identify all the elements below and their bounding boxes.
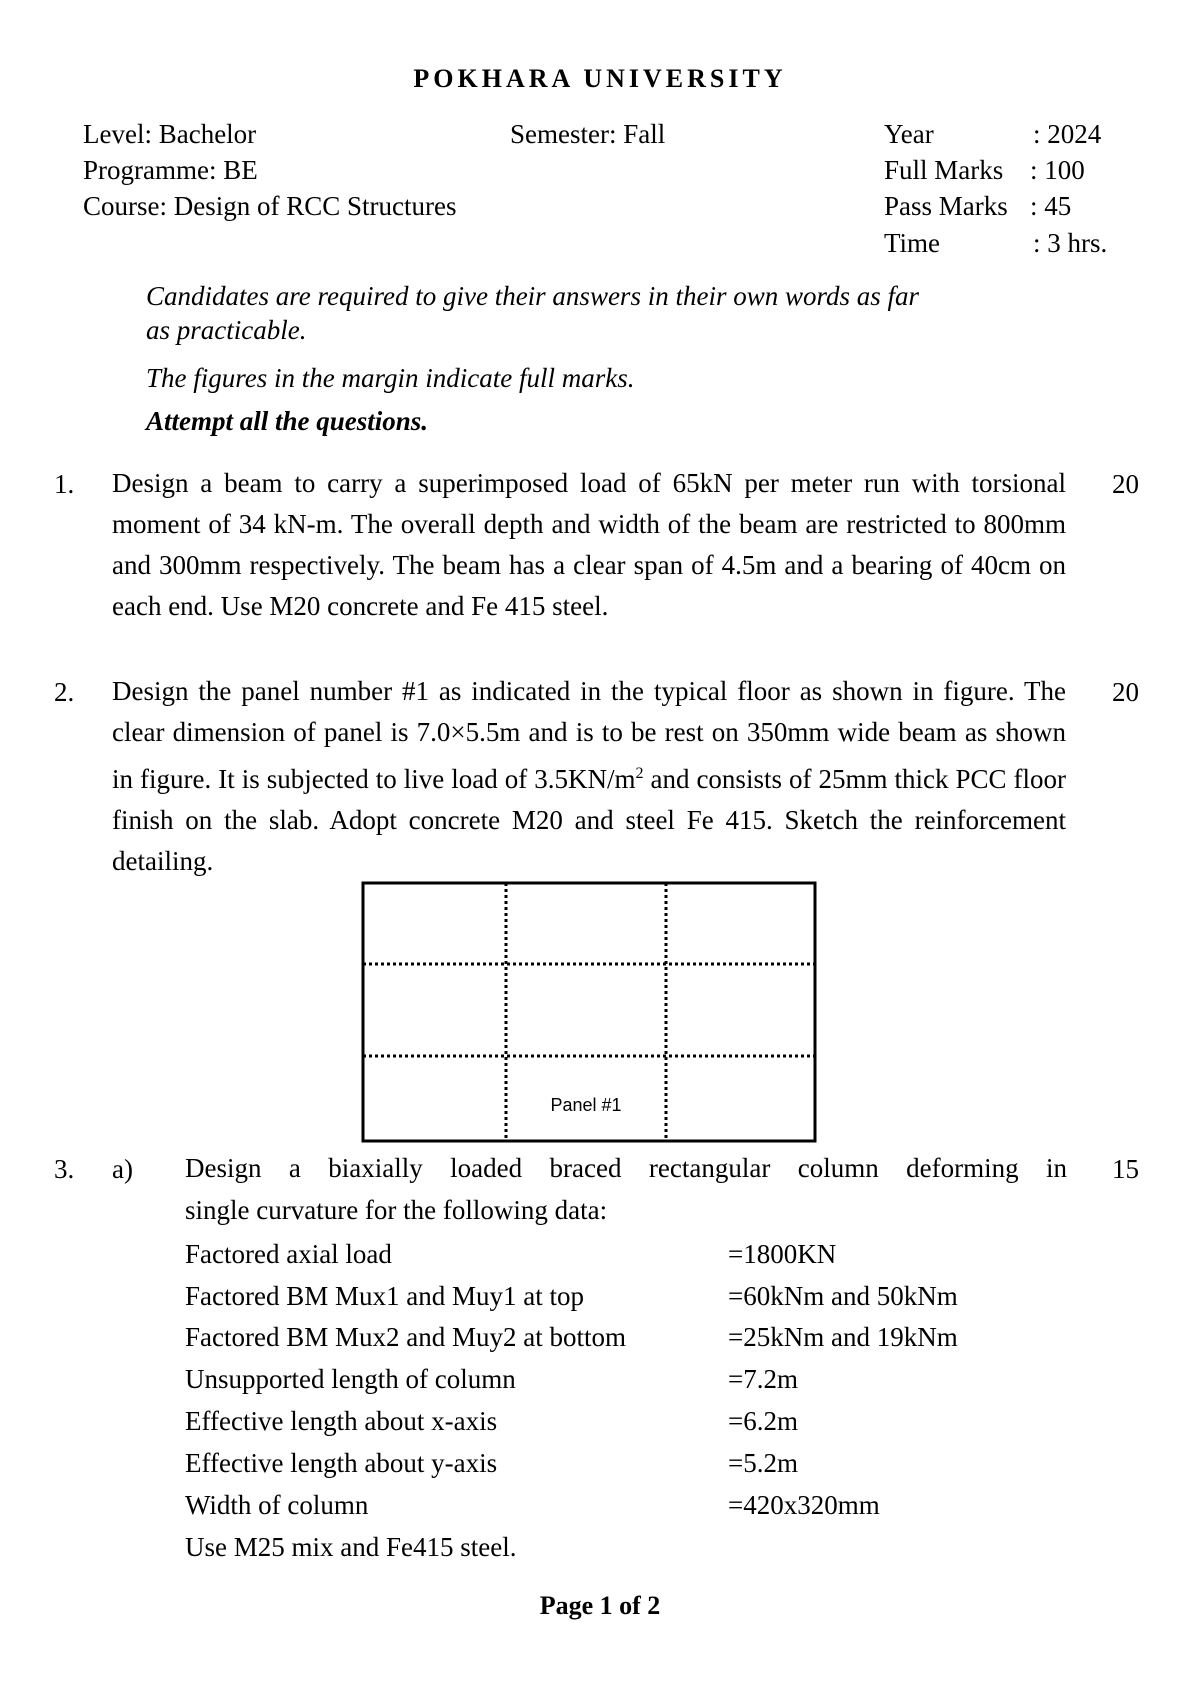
- q1-number: 1.: [54, 469, 75, 499]
- year-label: Year: [884, 119, 934, 149]
- q3-row-label: Factored BM Mux2 and Muy2 at bottom: [185, 1322, 626, 1352]
- q3-intro-line2: single curvature for the following data:: [185, 1195, 608, 1225]
- semester: Semester: Fall: [510, 119, 666, 149]
- q3-row-label: Effective length about y-axis: [185, 1448, 498, 1478]
- full-marks-value: : 100: [1030, 155, 1085, 185]
- q3-number: 3.: [54, 1154, 75, 1184]
- q3-row-value: =25kNm and 19kNm: [728, 1322, 958, 1352]
- q3-row-value: =1800KN: [728, 1239, 837, 1269]
- q2-text-part2: and consists of 25mm thick PCC floor finish on the slab. Adopt concrete M20 and steel Fe 415. Sketch the reinforcement detailing.: [112, 764, 1066, 876]
- year-value: : 2024: [1033, 119, 1102, 149]
- q2-marks: 20: [1112, 677, 1139, 707]
- q2-text-part1: Design the panel number #1 as indicated in the typical floor as shown in figure. The clear dimension of panel is 7.0×5.5m and is to be rest on 350mm wide beam as shown in figure. It is subjected to live load of 3.5KN/m: [112, 676, 1066, 794]
- q1-marks: 20: [1112, 469, 1139, 499]
- q3-row-value: =5.2m: [728, 1448, 798, 1478]
- q3-row-value: =6.2m: [728, 1406, 798, 1436]
- instruction-line-1a: Candidates are required to give their answers in their own words as far: [146, 281, 919, 311]
- q3-row-label: Factored axial load: [185, 1239, 392, 1269]
- q2-text: [112, 671, 1066, 882]
- level: Level: Bachelor: [83, 119, 257, 149]
- full-marks-label: Full Marks: [884, 155, 1004, 185]
- instruction-marks: The figures in the margin indicate full marks.: [146, 363, 635, 393]
- page-number: Page 1 of 2: [539, 1591, 661, 1620]
- pass-marks-value: : 45: [1030, 191, 1072, 221]
- university-title: POKHARA UNIVERSITY: [413, 64, 787, 93]
- course: Course: Design of RCC Structures: [83, 191, 457, 221]
- q1-text: Design a beam to carry a superimposed load of 65kN per meter run with torsional moment of 34 kN-m. The overall depth and width of the beam are restricted to 800mm and 300mm respectively. The beam has a clear span of 4.5m and a bearing of 40cm on each end. Use M20 concrete and Fe 415 steel.: [112, 468, 1066, 621]
- q3-row-label: Factored BM Mux1 and Muy1 at top: [185, 1281, 584, 1311]
- instruction-line-1b: as practicable.: [146, 315, 307, 345]
- q3-part-a: a): [112, 1154, 133, 1184]
- q3-row-label: Width of column: [185, 1490, 369, 1520]
- q3-row-label: Unsupported length of column: [185, 1364, 516, 1394]
- q2-number: 2.: [54, 677, 75, 707]
- pass-marks-label: Pass Marks: [884, 191, 1008, 221]
- instruction-attempt-all: Attempt all the questions.: [146, 406, 429, 436]
- floor-panel-figure: [360, 880, 820, 1144]
- panel-1-label: Panel #1: [550, 1095, 622, 1115]
- q3-row-label: Effective length about x-axis: [185, 1406, 498, 1436]
- instruction-own-words: [146, 279, 1066, 347]
- q3-row-value: =60kNm and 50kNm: [728, 1281, 958, 1311]
- q3-marks: 15: [1112, 1154, 1139, 1184]
- time-label: Time: [884, 228, 941, 258]
- q3-row-value: =420x320mm: [728, 1490, 880, 1520]
- q3-intro-line1: Design a biaxially loaded braced rectangular column deforming in: [185, 1153, 1067, 1183]
- time-value: : 3 hrs.: [1033, 228, 1108, 258]
- q2-superscript: 2: [635, 765, 644, 782]
- q3-row-value: =7.2m: [728, 1364, 798, 1394]
- q3-closing: Use M25 mix and Fe415 steel.: [185, 1532, 517, 1562]
- programme: Programme: BE: [83, 155, 258, 185]
